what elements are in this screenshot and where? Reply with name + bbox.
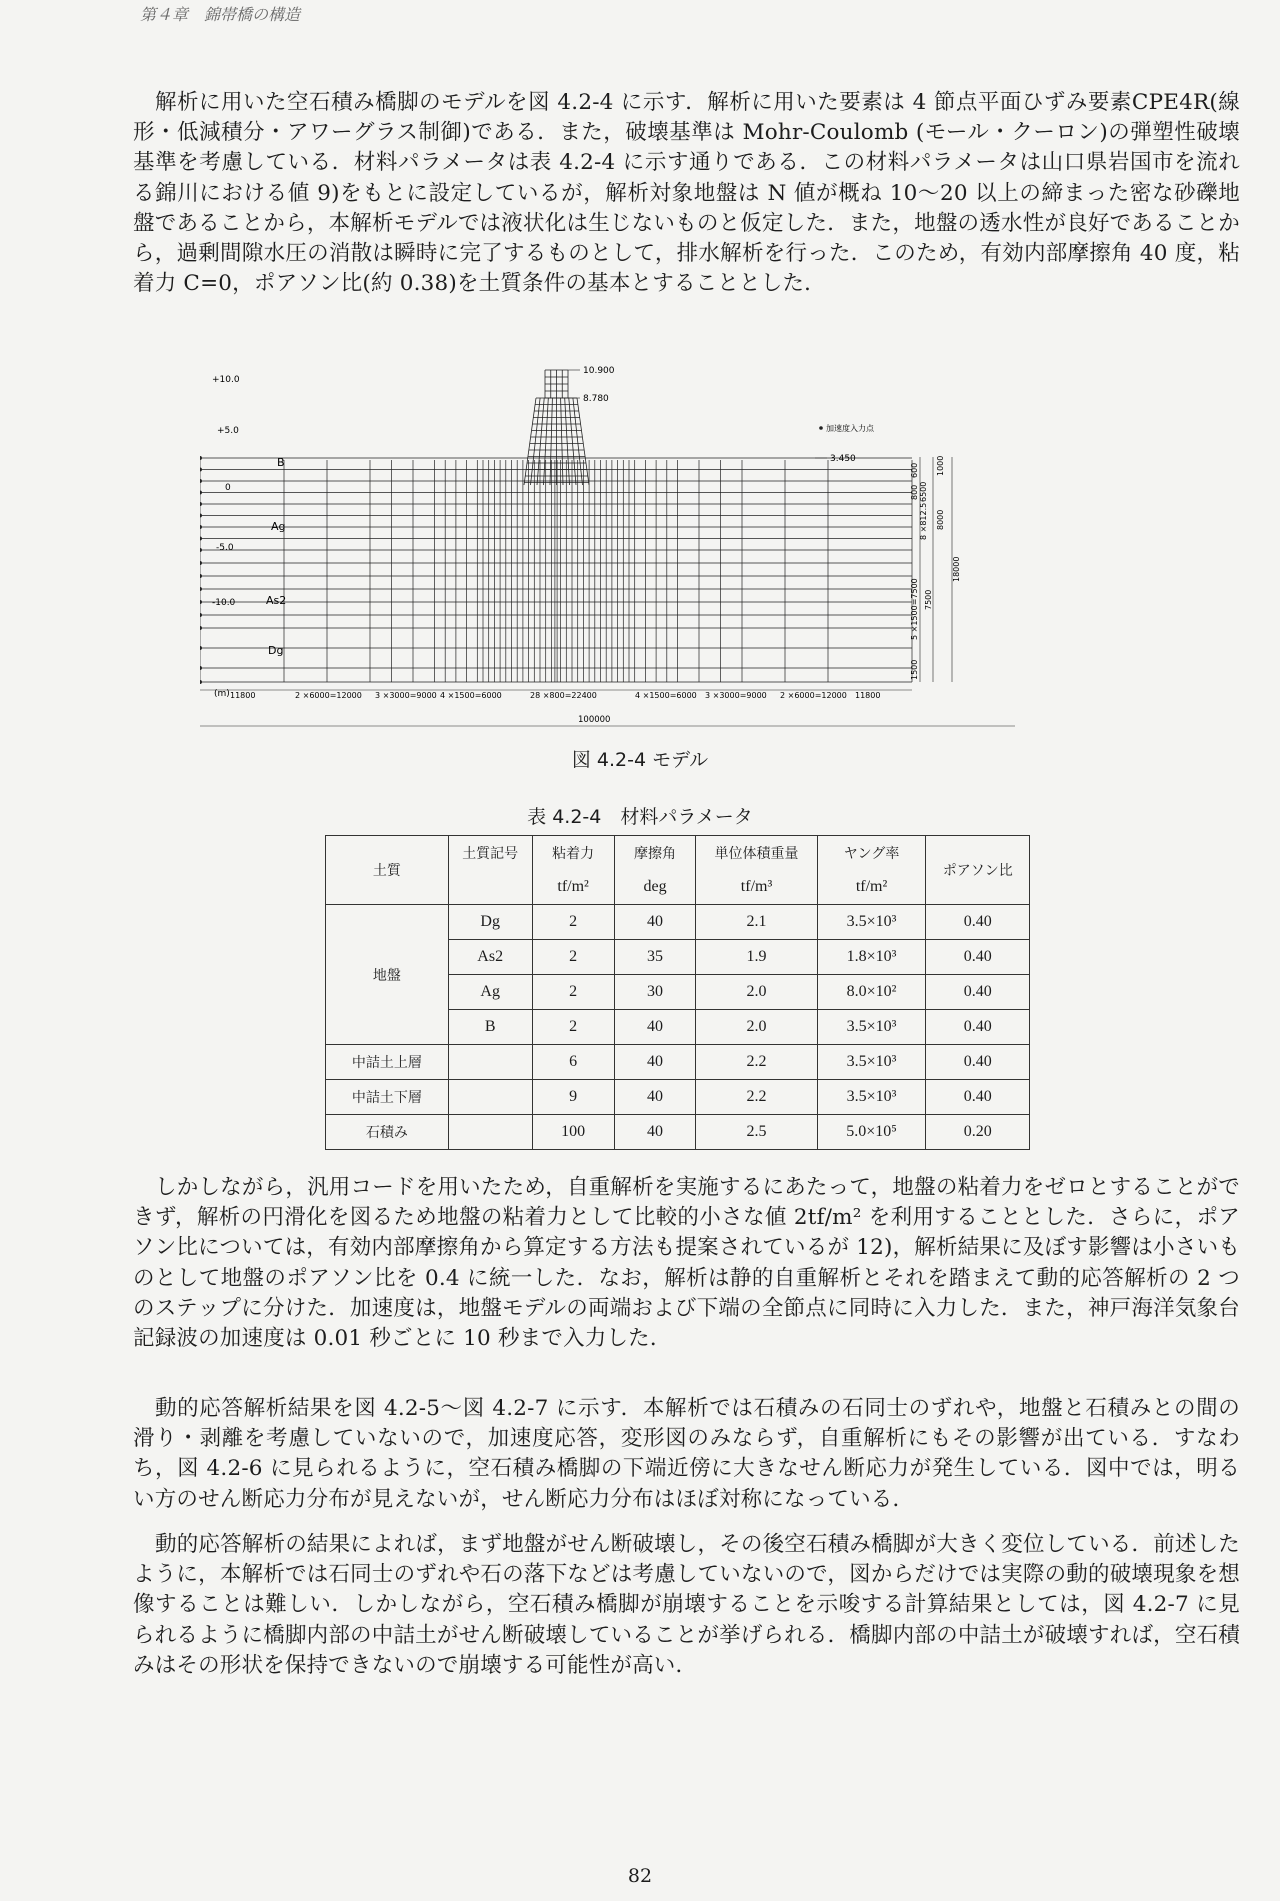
cell-code: Dg [448, 905, 532, 940]
layer-label-b: B [277, 456, 285, 469]
paragraph-3: 動的応答解析結果を図 4.2-5～図 4.2-7 に示す．本解析では石積みの石同士のずれや，地盤と石積みとの間の滑り・剥離を考慮していないので，加速度応答，変形図のみならず，自重解析にもその影響が出ている．すなわち，図 4.2-6 に見られるように，空石積み橋脚の下端近傍に大きなせん断応力が発生している．図中では，明るい方のせん断応力分布が見えないが，せん断応力分布はほぼ対称になっている． [133, 1396, 1240, 1512]
header-friction: 摩擦角 [614, 836, 696, 871]
table-caption: 表 4.2-4 材料パラメータ [527, 806, 753, 828]
pier-mesh [524, 370, 589, 485]
cell-unit-weight: 1.9 [696, 940, 817, 975]
unit-cohesion: tf/m² [532, 870, 614, 905]
cell-poisson: 0.40 [926, 1010, 1030, 1045]
cell-poisson: 0.40 [926, 1080, 1030, 1115]
header-unit-weight: 単位体積重量 [696, 836, 817, 871]
total-width-label: 100000 [578, 715, 611, 725]
right-dim-7500: 7500 [924, 589, 933, 610]
cell-unit-weight: 2.1 [696, 905, 817, 940]
table-row [326, 905, 1030, 940]
cell-young: 3.5×10³ [817, 1080, 926, 1115]
bottom-dim-label: 28 ×800=22400 [530, 691, 597, 700]
material-parameter-table [325, 835, 1030, 1150]
level-label-ground: 3.450 [830, 454, 856, 464]
paragraph-2: しかしながら，汎用コードを用いたため，自重解析を実施するにあたって，地盤の粘着力をゼロとすることができず，解析の円滑化を図るため地盤の粘着力として比較的小さな値 2tf/m² を利用することとした．さらに，ポアソン比については，有効内部摩擦角から算定する方法も提案されているが 12)，解析結果に及ぼす影響は小さいものとして地盤のポアソン比を 0.4 に統一した．なお，解析は静的自重解析とそれを踏まえて動的応答解析の 2 つのステップに分けた．加速度は，地盤モデルの両端および下端の全節点に同時に入力した．また，神戸海洋気象台記録波の加速度は 0.01 秒ごとに 10 秒まで入力した． [133, 1175, 1240, 1352]
bottom-dim-label: 4 ×1500=6000 [440, 691, 502, 700]
cell-young: 1.8×10³ [817, 940, 926, 975]
table-header-row [326, 836, 1030, 871]
right-dim-600: 600 [910, 462, 919, 478]
running-header: 第４章 錦帯橋の構造 [140, 5, 301, 24]
cell-name: 中詰土上層 [326, 1045, 449, 1080]
cell-unit-weight: 2.5 [696, 1115, 817, 1150]
unit-label: (m) [214, 689, 230, 699]
layer-label-as2: As2 [266, 594, 287, 607]
paragraph-1: 解析に用いた空石積み橋脚のモデルを図 4.2-4 に示す．解析に用いた要素は 4 節点平面ひずみ要素CPE4R(線形・低減積分・アワーグラス制御)である．また，破壊基準は Mohr-Coulomb (モール・クーロン)の弾塑性破壊基準を考慮している．材料パラメータは表 4.2-4 に示す通りである．この材料パラメータは山口県岩国市を流れる錦川における値 9)をもとに設定しているが，解析対象地盤は N 値が概ね 10～20 以上の締まった密な砂礫地盤であることから，本解析モデルでは液状化は生じないものと仮定した．また，地盤の透水性が良好であることから，過剰間隙水圧の消散は瞬時に完了するものとして，排水解析を行った．このため，有効内部摩擦角 40 度，粘着力 C=0，ポアソン比(約 0.38)を土質条件の基本とすることとした． [133, 90, 1240, 297]
cell-young: 3.5×10³ [817, 1010, 926, 1045]
cell-young: 5.0×10⁵ [817, 1115, 926, 1150]
cell-poisson: 0.40 [926, 975, 1030, 1010]
cell-young: 8.0×10² [817, 975, 926, 1010]
cell-poisson: 0.40 [926, 1045, 1030, 1080]
bottom-dim-label: 2 ×6000=12000 [780, 691, 847, 700]
y-label-0: 0 [225, 483, 231, 493]
right-dim-8000: 8000 [936, 509, 945, 530]
legend-label: 加速度入力点 [826, 424, 874, 433]
bottom-dim-label: 3 ×3000=9000 [375, 691, 437, 700]
bottom-dim-label: 11800 [855, 691, 881, 700]
mesh-grid [200, 456, 912, 683]
cell-friction: 35 [614, 940, 696, 975]
cell-friction: 40 [614, 1045, 696, 1080]
bottom-dim-label: 11800 [230, 691, 256, 700]
unit-unit-weight: tf/m³ [696, 870, 817, 905]
right-dim-1000: 1000 [936, 455, 945, 476]
cell-cohesion: 2 [532, 940, 614, 975]
level-label-top: 10.900 [583, 366, 615, 376]
cell-unit-weight: 2.0 [696, 1010, 817, 1045]
bottom-dim-label: 3 ×3000=9000 [705, 691, 767, 700]
cell-code [448, 1045, 532, 1080]
cell-young: 3.5×10³ [817, 905, 926, 940]
cell-friction: 40 [614, 905, 696, 940]
table-row [326, 1045, 1030, 1080]
cell-cohesion: 100 [532, 1115, 614, 1150]
bottom-dim-label: 2 ×6000=12000 [295, 691, 362, 700]
cell-poisson: 0.40 [926, 940, 1030, 975]
cell-code: Ag [448, 975, 532, 1010]
cell-code [448, 1080, 532, 1115]
paragraph-4: 動的応答解析の結果によれば，まず地盤がせん断破壊し，その後空石積み橋脚が大きく変位している．前述したように，本解析では石同士のずれや石の落下などは考慮していないので，図からだけでは実際の動的破壊現象を想像することは難しい．しかしながら，空石積み橋脚が崩壊することを示唆する計算結果としては，図 4.2-7 に見られるように橋脚内部の中詰土がせん断破壊していることが挙げられる．橋脚内部の中詰土が破壊すれば，空石積みはその形状を保持できないので崩壊する可能性が高い． [133, 1532, 1241, 1678]
y-label-plus10: +10.0 [212, 375, 240, 385]
figure-caption: 図 4.2-4 モデル [571, 749, 709, 771]
layer-label-ag: Ag [271, 520, 286, 533]
header-young: ヤング率 [817, 836, 926, 871]
table-row [326, 1115, 1030, 1150]
header-poisson: ポアソン比 [926, 836, 1030, 905]
cell-code [448, 1115, 532, 1150]
right-dim-800: 800 [910, 484, 919, 500]
table-row [326, 1080, 1030, 1115]
cell-unit-weight: 2.2 [696, 1080, 817, 1115]
cell-friction: 40 [614, 1010, 696, 1045]
cell-young: 3.5×10³ [817, 1045, 926, 1080]
y-label-plus5: +5.0 [217, 426, 239, 436]
right-dim-18000: 18000 [952, 556, 961, 582]
cell-cohesion: 2 [532, 975, 614, 1010]
cell-name: 中詰土下層 [326, 1080, 449, 1115]
group-label-ground: 地盤 [326, 905, 449, 1045]
cell-unit-weight: 2.0 [696, 975, 817, 1010]
header-code: 土質記号 [448, 836, 532, 871]
cell-poisson: 0.40 [926, 905, 1030, 940]
right-dim-6500: 6500 [919, 481, 928, 502]
unit-code [448, 870, 532, 905]
right-dim-8x812: 8 ×812.5 [919, 502, 928, 540]
cell-cohesion: 9 [532, 1080, 614, 1115]
unit-young: tf/m² [817, 870, 926, 905]
page-number: 82 [627, 1865, 653, 1887]
right-dim-5x1500: 5 ×1500=7500 [910, 578, 919, 640]
bottom-dim-label: 4 ×1500=6000 [635, 691, 697, 700]
cell-code: B [448, 1010, 532, 1045]
cell-friction: 40 [614, 1080, 696, 1115]
cell-cohesion: 6 [532, 1045, 614, 1080]
cell-cohesion: 2 [532, 905, 614, 940]
header-soil: 土質 [326, 836, 449, 905]
right-dim-1500: 1500 [910, 659, 919, 680]
y-label-minus10: -10.0 [212, 598, 236, 608]
cell-friction: 30 [614, 975, 696, 1010]
cell-unit-weight: 2.2 [696, 1045, 817, 1080]
cell-friction: 40 [614, 1115, 696, 1150]
bottom-dimensions [200, 690, 912, 700]
cell-cohesion: 2 [532, 1010, 614, 1045]
model-figure [200, 360, 1160, 740]
cell-code: As2 [448, 940, 532, 975]
cell-name: 石積み [326, 1115, 449, 1150]
y-label-minus5: -5.0 [216, 543, 234, 553]
cell-poisson: 0.20 [926, 1115, 1030, 1150]
unit-friction: deg [614, 870, 696, 905]
layer-label-dg: Dg [268, 644, 284, 657]
header-cohesion: 粘着力 [532, 836, 614, 871]
level-label-mid: 8.780 [583, 394, 609, 404]
